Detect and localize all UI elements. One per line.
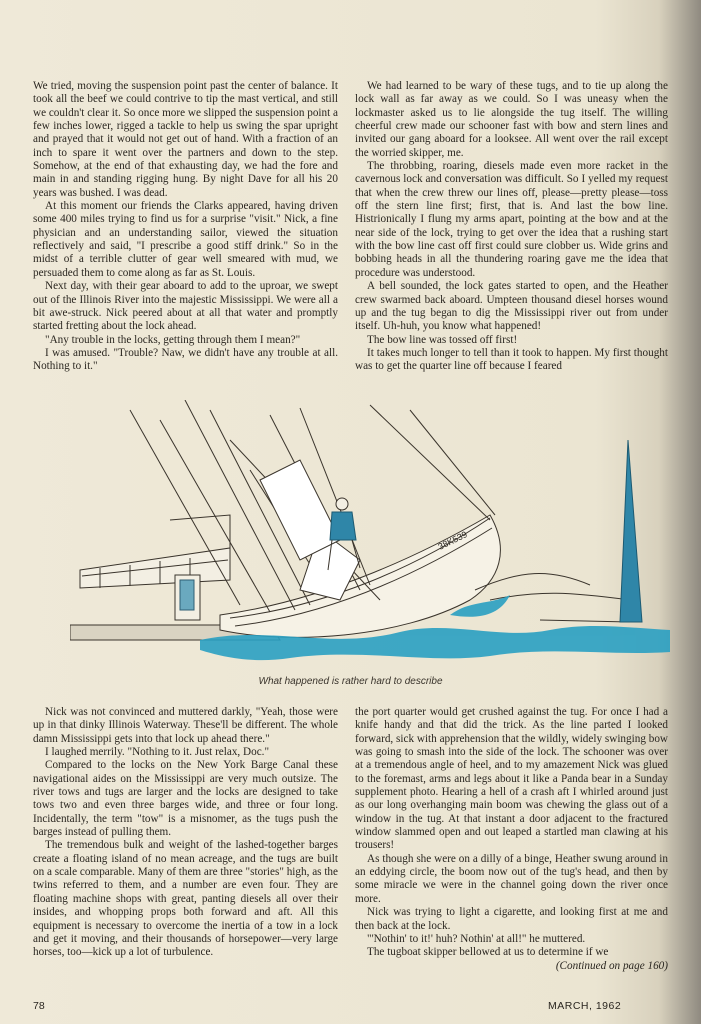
paragraph: I laughed merrily. "Nothing to it. Just relax, Doc." xyxy=(45,746,270,759)
paragraph: At this moment our friends the Clarks appeared, having driven some 400 miles trying to find us for a surprise "visit." Nick, a fine physician and an understanding sailor, viewed the situation reflectively and said, "I prescribe a good stiff drink." So in the midst of a terrible clutter of gear well smeared with mud, we persuaded them to come along as far as St. Louis. xyxy=(33,200,338,279)
paragraph: Compared to the locks on the New York Barge Canal these navigational aides on the Mississippi are very much outsize. The river tows and tugs are larger and the locks are designed to take tows two and even three barges wide, and three or four long. Incidentally, the term "tow" is a misnomer, as the tugs push the barges instead of pulling them. xyxy=(33,759,338,839)
paragraph: Next day, with their gear aboard to add to the uproar, we swept out of the Illinois River into the majestic Mississippi. We were all a bit awe-struck. Nick peered about at all that water and promptly started fretting about the lock ahead. xyxy=(33,280,338,333)
paragraph: The throbbing, roaring, diesels made even more racket in the cavernous lock and conversation was difficult. So I yelled my request that when the crew threw our lines off, please—pretty please—toss off the stern line first; first, that is. And last the bow line. Histrionically I flung my arms apart, pointing at the bow and at the near side of the lock, trying to get over the idea that a rushing start with the bow line cast off first could sure clobber us. Wide grins and bobbing heads in all the thundering roaring gave me the idea that procedure was understood. xyxy=(355,160,668,279)
paragraph: A bell sounded, the lock gates started to open, and the Heather crew swarmed back aboard. Umpteen thousand diesel horses wound up and the tug began to dig the Mississippi river out from under itself. Uh-huh, you know what happened! xyxy=(355,280,668,333)
issue-date: MARCH, 1962 xyxy=(548,1000,622,1012)
paragraph: The tremendous bulk and weight of the lashed-together barges create a floating island of no mean acreage, and the tugs are built on a scale comparable. Many of them are three "stories" high, as the twins referred to them, and a number are even four. They are floating machine shops with great, panting diesels all over their insides, and whopping props both forward and aft. All this equipment is necessary to overcome the inertia of a tow in a lock and get it moving, and their thousands of horsepower—very large horses, too—kick up a lot of turbulence. xyxy=(33,839,338,959)
schooner-illustration xyxy=(70,400,670,668)
column-top-left xyxy=(33,80,338,374)
paragraph: the port quarter would get crushed against the tug. For once I had a knife handy and that did the trick. As the line parted I looked forward, sick with apprehension that the wildly, widely swinging bow was going to smash into the side of the lock. The schooner was over at a tremendous angle of heel, and to my amazement Nick was glued to the foremast, arms and legs about it like a Panda bear in a Sunday supplement photo. Hearing a hell of a crash aft I whirled around just as our long overhanging main boom was chewing the glass out of a window in the tug. At that instant a door adjacent to the fractured window slammed open and out leaped a startled man clawing at his trousers! xyxy=(355,706,668,852)
column-bottom-right xyxy=(355,706,668,973)
paragraph: The tugboat skipper bellowed at us to determine if we xyxy=(367,946,609,959)
paragraph: As though she were on a dilly of a binge, Heather swung around in an eddying circle, the boom now out of the tug's head, and then by some miracle we were in the channel going down the river once more. xyxy=(355,852,668,905)
illustration-caption: What happened is rather hard to describe xyxy=(258,676,443,687)
hull-number: 38K539 xyxy=(436,529,469,552)
channel-marker-spire xyxy=(620,440,642,622)
paragraph: I was amused. "Trouble? Naw, we didn't have any trouble at all. Nothing to it." xyxy=(33,346,338,373)
paragraph: "Any trouble in the locks, getting through them I mean?" xyxy=(45,333,301,346)
paragraph: The bow line was tossed off first! xyxy=(367,333,518,346)
paragraph: It takes much longer to tell than it took to happen. My first thought was to get the quarter line off because I feared xyxy=(355,346,668,373)
paragraph: Nick was not convinced and muttered darkly, "Yeah, those were up in that dinky Illinois Waterway. These'll be different. The whole damn Mississippi gets into that lock up ahead there." xyxy=(33,706,338,745)
column-bottom-left xyxy=(33,706,338,960)
page-number: 78 xyxy=(33,1000,45,1012)
paragraph: "'Nothin' to it!' huh? Nothin' at all!" he muttered. xyxy=(367,932,586,945)
paragraph: We had learned to be wary of these tugs, and to tie up along the lock wall as far away as we could. So I was uneasy when the lockmaster asked us to lie alongside the tug itself. The willing cheerful crew made our schooner fast with bow and stern lines and invited our gang aboard for a looksee. All went over the rail except the worried skipper, me. xyxy=(355,80,668,159)
continued-note: (Continued on page 160) xyxy=(555,959,668,972)
paragraph: We tried, moving the suspension point past the center of balance. It took all the beef we could contrive to tip the mast vertical, and still we couldn't clear it. So once more we slipped the suspension point a few inches lower, rigged a tackle to help us swing the spar upright and prayed that it would not get out of hand. With a fraction of an inch to spare it went over the partners and down to the step. Somehow, at the end of that exhausting day, we had the fore and main in and standing rigging hung. By night Dave for all his 20 years was bushed. I was dead. xyxy=(33,80,338,199)
paragraph: Nick was trying to light a cigarette, and looking first at me and then back at the lock. xyxy=(355,906,668,932)
column-top-right xyxy=(355,80,668,374)
